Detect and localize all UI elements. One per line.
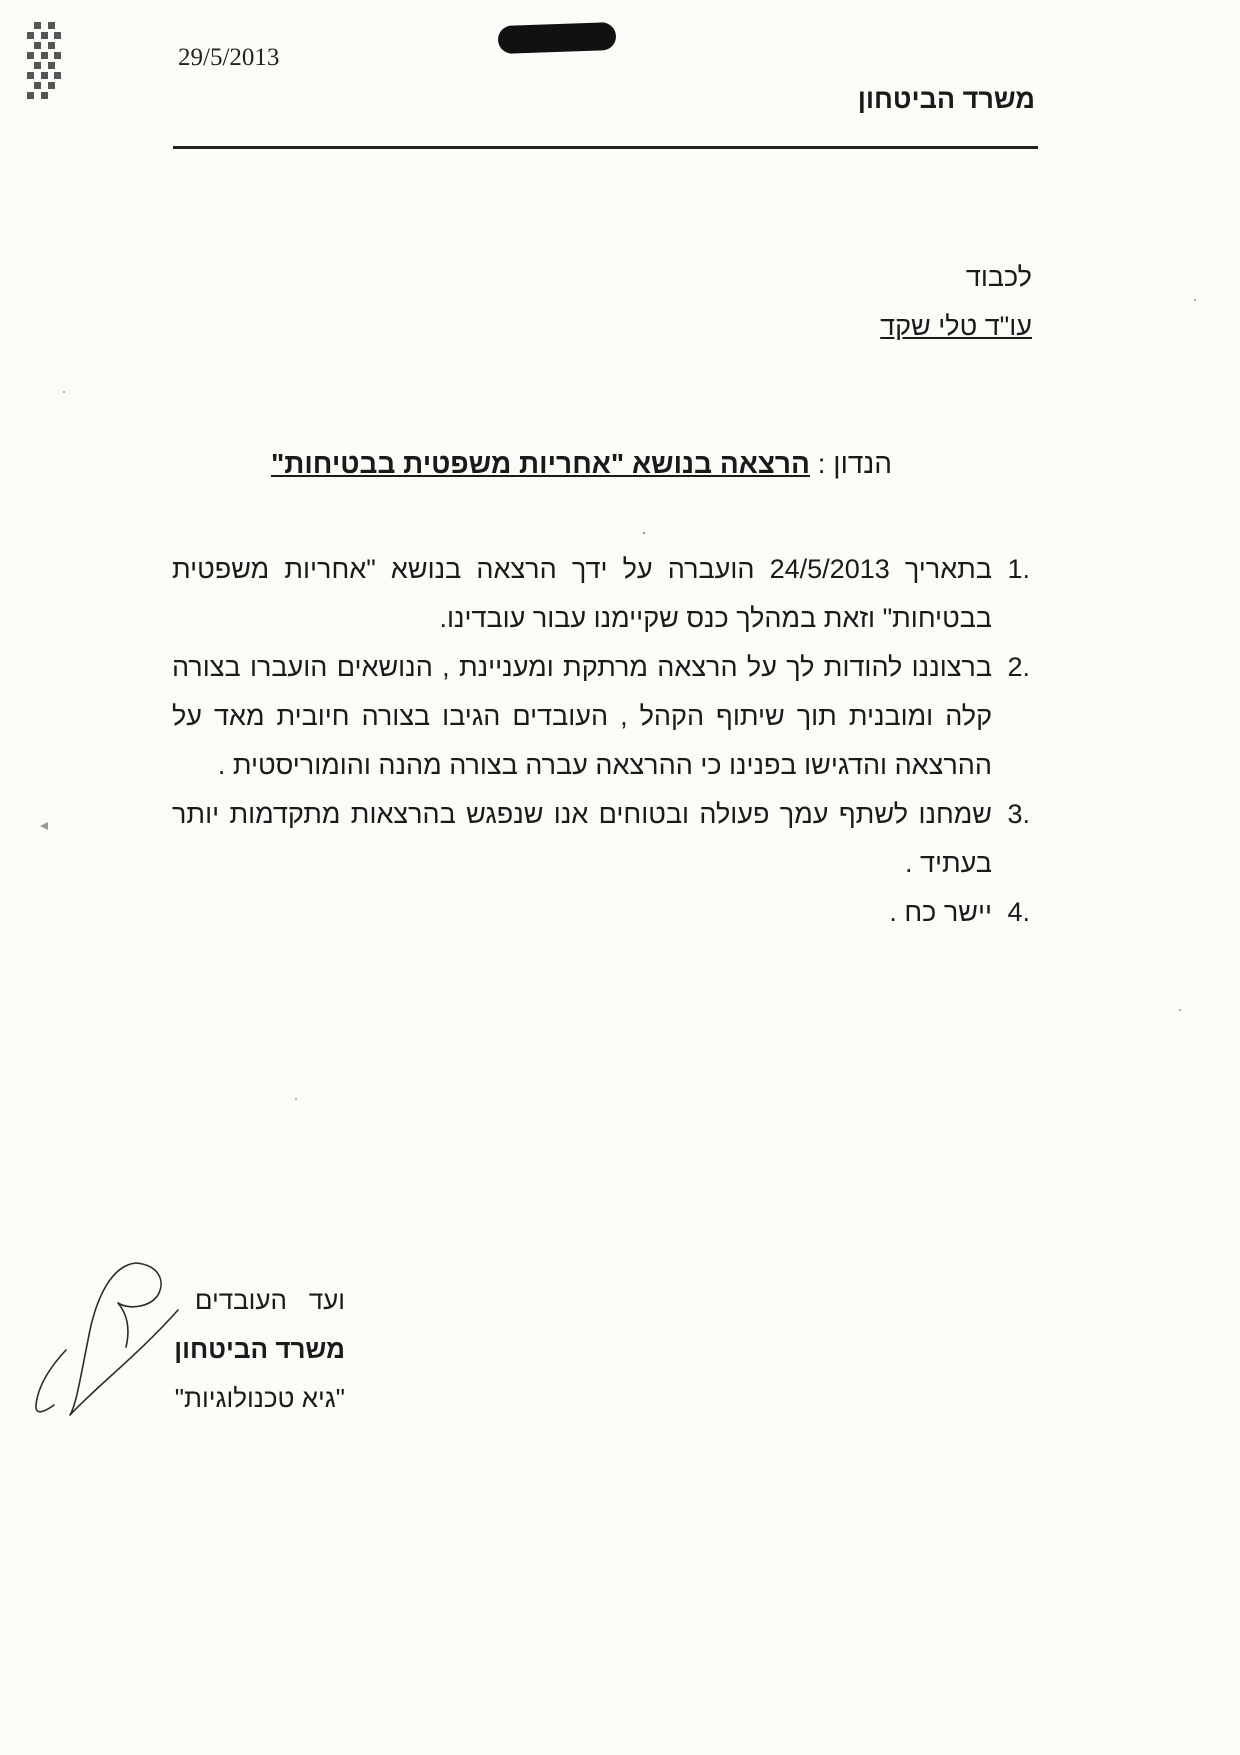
list-item-text: שמחנו לשתף עמך פעולה ובטוחים אנו שנפגש בהרצאות מתקדמות יותר בעתיד . — [172, 799, 992, 878]
ministry-logo-icon — [26, 18, 62, 106]
letter-body-list — [172, 545, 1030, 937]
list-item-text: בתאריך 24/5/2013 הועברה על ידך הרצאה בנושא "אחריות משפטית בבטיחות" וזאת במהלך כנס שקיימנו עבור עובדינו. — [172, 554, 992, 633]
recipient-name: עו"ד טלי שקד — [880, 311, 1032, 341]
subject-line — [271, 448, 892, 480]
list-item — [172, 888, 1030, 937]
letter-date: 29/5/2013 — [178, 44, 280, 71]
list-item-number: 4. — [1007, 897, 1030, 927]
handwritten-signature — [18, 1255, 188, 1425]
list-item — [172, 643, 1030, 790]
list-item-number: 2. — [1007, 652, 1030, 682]
list-item-number: 1. — [1007, 554, 1030, 584]
subject-text: הרצאה בנושא "אחריות משפטית בבטיחות" — [270, 448, 810, 479]
header-divider — [173, 146, 1038, 149]
recipient-salutation: לכבוד — [965, 262, 1032, 292]
subject-label: הנדון : — [817, 448, 892, 479]
signoff-company: "גיא טכנולוגיות" — [174, 1383, 345, 1413]
list-item-number: 3. — [1007, 799, 1030, 829]
list-item-text: ברצוננו להודות לך על הרצאה מרתקת ומעניינת , הנושאים הועברו בצורה קלה ומובנית תוך שיתוף הקהל , העובדים הגיבו בצורה חיובית מאד על ההרצאה והדגישו בפנינו כי ההרצאה עברה בצורה מהנה והומוריסטית . — [172, 652, 992, 780]
list-item — [172, 545, 1030, 643]
signoff-ministry: משרד הביטחון — [174, 1334, 345, 1364]
redaction-mark — [498, 22, 617, 54]
ministry-header: משרד הביטחון — [857, 84, 1035, 114]
signoff-committee: ועד העובדים — [194, 1285, 345, 1315]
list-item-text: יישר כח . — [889, 897, 992, 927]
signoff-block — [174, 1276, 345, 1423]
list-item — [172, 790, 1030, 888]
